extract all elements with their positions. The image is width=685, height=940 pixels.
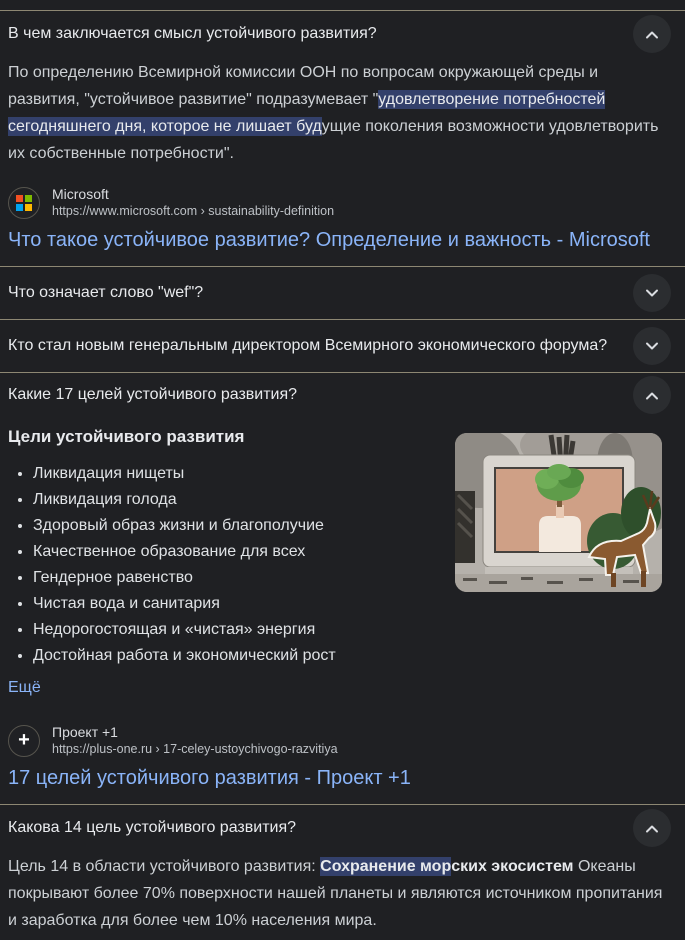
chevron-up-icon [645,30,659,39]
list-item: • Чистая вода и санитария [33,591,453,617]
chevron-up-icon [645,824,659,833]
chevron-down-icon [645,342,659,351]
answer-1-post: ущие поколения возможности удовлетворить их собственные потребности". [8,118,659,162]
bold-snippet: ских экосистем [451,858,574,875]
answer-1-pre: По определению Всемирной комиссии ООН по вопросам окружающей среды и развития, "устойчивое развитие" подразумевает " [8,64,599,108]
result-source-text [52,185,334,220]
collapse-question-1-button[interactable] [633,15,671,53]
search-result-plus-one [8,723,677,791]
microsoft-logo-icon [16,195,32,211]
collapse-question-5-button[interactable] [633,809,671,847]
goals-list [8,461,453,669]
result-title-link[interactable]: 17 целей устойчивого развития - Проект +1 [8,767,411,789]
chevron-down-icon [645,289,659,298]
answer-text-5 [8,853,665,940]
question-3-label: Кто стал новым генеральным директором Всемирного экономического форума? [8,337,608,354]
search-result-microsoft [8,185,685,253]
question-row-5[interactable] [0,805,685,851]
question-row-1[interactable] [0,11,685,57]
list-item: • Гендерное равенство [33,565,453,591]
result-thumbnail-image[interactable] [455,433,662,592]
site-name: Проект +1 [52,724,118,740]
list-item: • Качественное образование для всех [33,539,453,565]
question-row-3[interactable] [0,320,685,372]
goals-heading: Цели устойчивого развития [8,427,245,446]
answer-5-pre: Цель 14 в области устойчивого развития: [8,858,321,875]
question-row-2[interactable] [0,267,685,319]
goals-answer-block [8,427,677,791]
microsoft-favicon-icon [8,187,40,219]
site-url: https://www.microsoft.com › sustainability-definition [52,204,335,218]
site-name: Microsoft [52,186,109,202]
more-link[interactable]: Ещё [8,679,41,696]
highlighted-snippet: Сохранение мор [320,858,452,875]
expand-question-2-button[interactable] [633,274,671,312]
result-title-link[interactable]: Что такое устойчивое развитие? Определение и важность - Microsoft [8,229,650,251]
plus-icon: + [18,728,30,751]
question-5-label: Какова 14 цель устойчивого развития? [8,819,297,836]
expand-question-3-button[interactable] [633,327,671,365]
highlighted-snippet: удовлетворение потребностей сегодняшнего дня, которое не лишает буд [8,91,606,135]
site-url: https://plus-one.ru › 17-celey-ustoychivogo-razvitiya [52,742,338,756]
list-item: • Ликвидация голода [33,487,453,513]
list-item: • Здоровый образ жизни и благополучие [33,513,453,539]
question-row-4[interactable] [0,373,685,417]
collapse-question-4-button[interactable] [633,376,671,414]
question-1-label: В чем заключается смысл устойчивого развития? [8,25,377,42]
plus-one-favicon-icon [8,725,40,757]
question-2-label: Что означает слово "wef"? [8,284,204,301]
result-source-text [52,723,338,758]
question-4-label: Какие 17 целей устойчивого развития? [8,386,298,403]
result-source-link[interactable] [8,185,685,220]
result-source-link[interactable] [8,723,677,758]
list-item: • Ликвидация нищеты [33,461,453,487]
list-item: • Недорогостоящая и «чистая» энергия [33,617,453,643]
answer-text-1 [8,59,665,167]
answer-5-post: Океаны покрывают более 70% поверхности нашей планеты и являются источником пропитания и заработка для более чем 10% населения мира. [8,858,663,929]
chevron-up-icon [645,391,659,400]
list-item: • Достойная работа и экономический рост [33,643,453,669]
